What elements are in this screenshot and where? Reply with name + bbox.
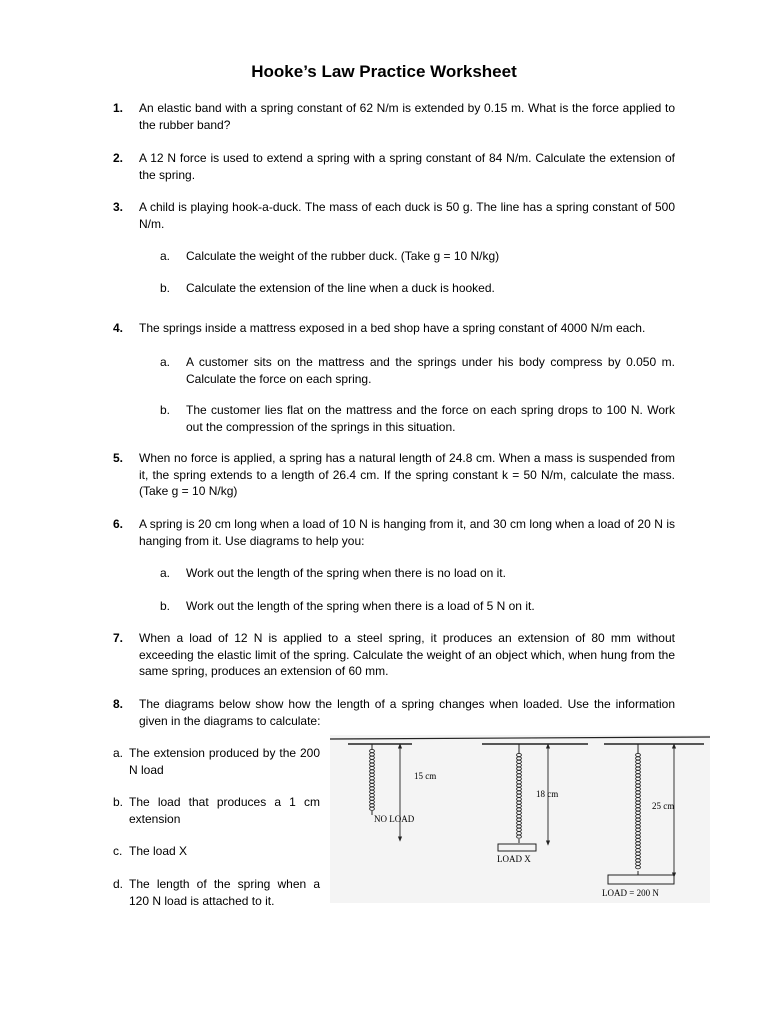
question-text: A child is playing hook-a-duck. The mass of each duck is 50 g. The line has a spring constant of 500 N/m. [139, 200, 675, 231]
question-number: 7. [113, 631, 124, 645]
part-text: A customer sits on the mattress and the springs under his body compress by 0.050 m. Calculate the force on each spring. [186, 355, 675, 386]
question-text: The diagrams below show how the length of a spring changes when loaded. Use the information given in the diagrams to calculate: [139, 697, 675, 728]
part-text: The load that produces a 1 cm extension [129, 795, 320, 826]
question-text: An elastic band with a spring constant of 62 N/m is extended by 0.15 m. What is the force applied to the rubber band? [139, 101, 675, 132]
part-text: Calculate the weight of the rubber duck. (Take g = 10 N/kg) [186, 249, 500, 263]
question-number: 8. [113, 697, 124, 711]
part-text: The load X [129, 844, 188, 858]
question-text: When a load of 12 N is applied to a steel spring, it produces an extension of 80 mm without exceeding the elastic limit of the spring. Calculate the weight of an object which, when hung from the same spring, produces an extension of 60 mm. [139, 631, 675, 678]
spring-2-length-label: 18 cm [536, 789, 559, 799]
question-text: When no force is applied, a spring has a natural length of 24.8 cm. When a mass is suspended from it, the spring extends to a length of 26.4 cm. If the spring constant k = 50 N/m, calculate the mass. (Take g = 10 N/kg) [139, 451, 675, 498]
part-letter: b. [113, 795, 124, 809]
spring-diagrams-svg [330, 735, 710, 903]
spring-3-length-label: 25 cm [652, 801, 675, 811]
question-text: The springs inside a mattress exposed in a bed shop have a spring constant of 4000 N/m each. [139, 321, 646, 335]
question-number: 6. [113, 517, 124, 531]
part-letter: c. [113, 844, 123, 858]
part-letter: b. [160, 281, 171, 295]
part-text: The extension produced by the 200 N load [129, 746, 320, 777]
part-letter: a. [113, 746, 124, 760]
part-text: Work out the length of the spring when there is no load on it. [186, 566, 506, 580]
part-letter: b. [160, 599, 171, 613]
part-letter: a. [160, 249, 171, 263]
question-number: 1. [113, 101, 124, 115]
question-number: 2. [113, 151, 124, 165]
page-title: Hooke’s Law Practice Worksheet [251, 62, 517, 81]
spring-diagrams [330, 735, 710, 903]
part-text: Calculate the extension of the line when a duck is hooked. [186, 281, 495, 295]
part-letter: a. [160, 355, 171, 369]
question-number: 4. [113, 321, 124, 335]
part-letter: b. [160, 403, 171, 417]
part-text: Work out the length of the spring when there is a load of 5 N on it. [186, 599, 535, 613]
part-letter: a. [160, 566, 171, 580]
spring-1-length-label: 15 cm [414, 771, 437, 781]
spring-1-load-label: NO LOAD [374, 814, 415, 824]
spring-3-load-label: LOAD = 200 N [602, 888, 659, 898]
question-number: 5. [113, 451, 124, 465]
part-letter: d. [113, 877, 124, 891]
part-text: The length of the spring when a 120 N load is attached to it. [129, 877, 320, 908]
part-text: The customer lies flat on the mattress and the force on each spring drops to 100 N. Work out the compression of the springs in this situation. [186, 403, 675, 434]
spring-2-load-label: LOAD X [497, 854, 531, 864]
question-number: 3. [113, 200, 124, 214]
question-text: A spring is 20 cm long when a load of 10 N is hanging from it, and 30 cm long when a load of 20 N is hanging from it. Use diagrams to help you: [139, 517, 675, 548]
question-text: A 12 N force is used to extend a spring with a spring constant of 84 N/m. Calculate the extension of the spring. [139, 151, 675, 182]
